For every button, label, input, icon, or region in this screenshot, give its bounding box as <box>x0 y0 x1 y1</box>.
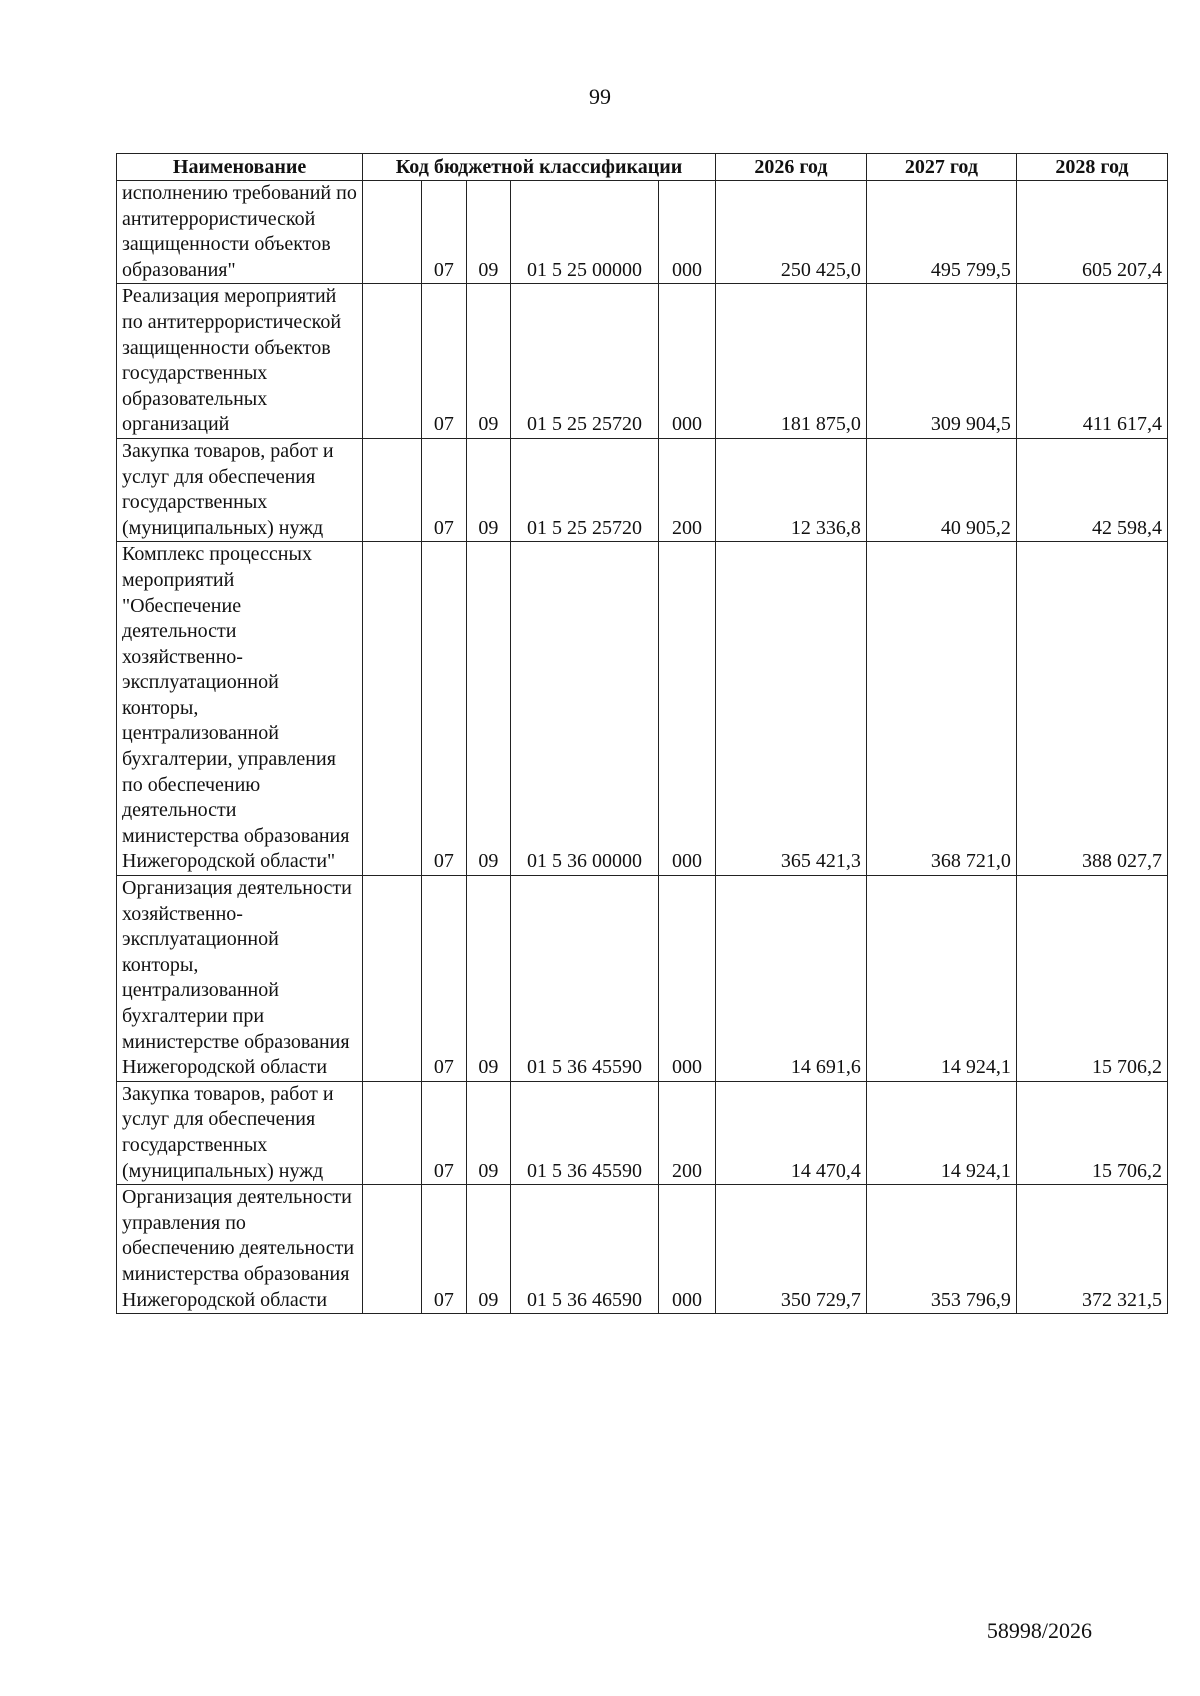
table-row <box>117 438 1168 541</box>
row-target-code: 01 5 36 45590 <box>511 1081 659 1184</box>
row-section: 07 <box>422 876 466 1082</box>
row-expense-code: 000 <box>658 284 715 439</box>
row-2027-value: 495 799,5 <box>866 181 1016 284</box>
row-2028-value: 388 027,7 <box>1016 542 1167 876</box>
table-row <box>117 1081 1168 1184</box>
empty-cell <box>363 181 422 284</box>
row-2026-value: 250 425,0 <box>715 181 866 284</box>
header-name: Наименование <box>117 154 363 181</box>
table-row <box>117 542 1168 876</box>
row-subsection: 09 <box>466 438 510 541</box>
empty-cell <box>363 438 422 541</box>
row-name: Закупка товаров, работ и услуг для обеспечения государственных (муниципальных) нужд <box>117 438 363 541</box>
row-name: Реализация мероприятий по антитеррористической защищенности объектов государственных образовательных организаций <box>117 284 363 439</box>
row-section: 07 <box>422 1081 466 1184</box>
row-subsection: 09 <box>466 1081 510 1184</box>
row-expense-code: 200 <box>658 438 715 541</box>
page-number: 99 <box>589 84 611 109</box>
row-expense-code: 200 <box>658 1081 715 1184</box>
row-2026-value: 14 470,4 <box>715 1081 866 1184</box>
row-name: Организация деятельности управления по обеспечению деятельности министерства образования Нижегородской области <box>117 1185 363 1314</box>
budget-table <box>116 153 1168 1314</box>
row-2026-value: 350 729,7 <box>715 1185 866 1314</box>
row-2028-value: 42 598,4 <box>1016 438 1167 541</box>
row-2027-value: 353 796,9 <box>866 1185 1016 1314</box>
row-2027-value: 309 904,5 <box>866 284 1016 439</box>
row-2026-value: 12 336,8 <box>715 438 866 541</box>
row-name: Организация деятельности хозяйственно-эксплуатационной конторы, централизованной бухгалтерии при министерстве образования Нижегородской области <box>117 876 363 1082</box>
empty-cell <box>363 284 422 439</box>
row-target-code: 01 5 25 00000 <box>511 181 659 284</box>
row-2027-value: 40 905,2 <box>866 438 1016 541</box>
row-subsection: 09 <box>466 1185 510 1314</box>
row-target-code: 01 5 25 25720 <box>511 284 659 439</box>
table-row <box>117 181 1168 284</box>
empty-cell <box>363 1185 422 1314</box>
row-target-code: 01 5 36 46590 <box>511 1185 659 1314</box>
row-name: Комплекс процессных мероприятий "Обеспечение деятельности хозяйственно-эксплуатационной конторы, централизованной бухгалтерии, управления по обеспечению деятельности министерства образования Нижегородской области" <box>117 542 363 876</box>
document-code: 58998/2026 <box>986 1618 1092 1643</box>
row-name: исполнению требований по антитеррористической защищенности объектов образования" <box>117 181 363 284</box>
header-2028: 2028 год <box>1016 154 1167 181</box>
row-2028-value: 372 321,5 <box>1016 1185 1167 1314</box>
empty-cell <box>363 876 422 1082</box>
row-2026-value: 365 421,3 <box>715 542 866 876</box>
row-name: Закупка товаров, работ и услуг для обеспечения государственных (муниципальных) нужд <box>117 1081 363 1184</box>
row-subsection: 09 <box>466 542 510 876</box>
row-target-code: 01 5 36 00000 <box>511 542 659 876</box>
table-row <box>117 876 1168 1082</box>
row-target-code: 01 5 25 25720 <box>511 438 659 541</box>
row-2028-value: 15 706,2 <box>1016 1081 1167 1184</box>
row-2028-value: 411 617,4 <box>1016 284 1167 439</box>
row-2027-value: 368 721,0 <box>866 542 1016 876</box>
row-subsection: 09 <box>466 181 510 284</box>
row-2028-value: 15 706,2 <box>1016 876 1167 1082</box>
row-expense-code: 000 <box>658 876 715 1082</box>
table-row <box>117 284 1168 439</box>
row-2027-value: 14 924,1 <box>866 1081 1016 1184</box>
row-expense-code: 000 <box>658 181 715 284</box>
row-expense-code: 000 <box>658 1185 715 1314</box>
row-subsection: 09 <box>466 876 510 1082</box>
row-section: 07 <box>422 181 466 284</box>
empty-cell <box>363 1081 422 1184</box>
row-subsection: 09 <box>466 284 510 439</box>
row-expense-code: 000 <box>658 542 715 876</box>
header-2027: 2027 год <box>866 154 1016 181</box>
empty-cell <box>363 542 422 876</box>
row-2026-value: 181 875,0 <box>715 284 866 439</box>
header-2026: 2026 год <box>715 154 866 181</box>
row-2026-value: 14 691,6 <box>715 876 866 1082</box>
row-section: 07 <box>422 542 466 876</box>
row-2027-value: 14 924,1 <box>866 876 1016 1082</box>
table-header-row <box>117 154 1168 181</box>
row-section: 07 <box>422 438 466 541</box>
row-target-code: 01 5 36 45590 <box>511 876 659 1082</box>
row-section: 07 <box>422 1185 466 1314</box>
header-budget-code: Код бюджетной классификации <box>363 154 716 181</box>
row-section: 07 <box>422 284 466 439</box>
table-row <box>117 1185 1168 1314</box>
row-2028-value: 605 207,4 <box>1016 181 1167 284</box>
